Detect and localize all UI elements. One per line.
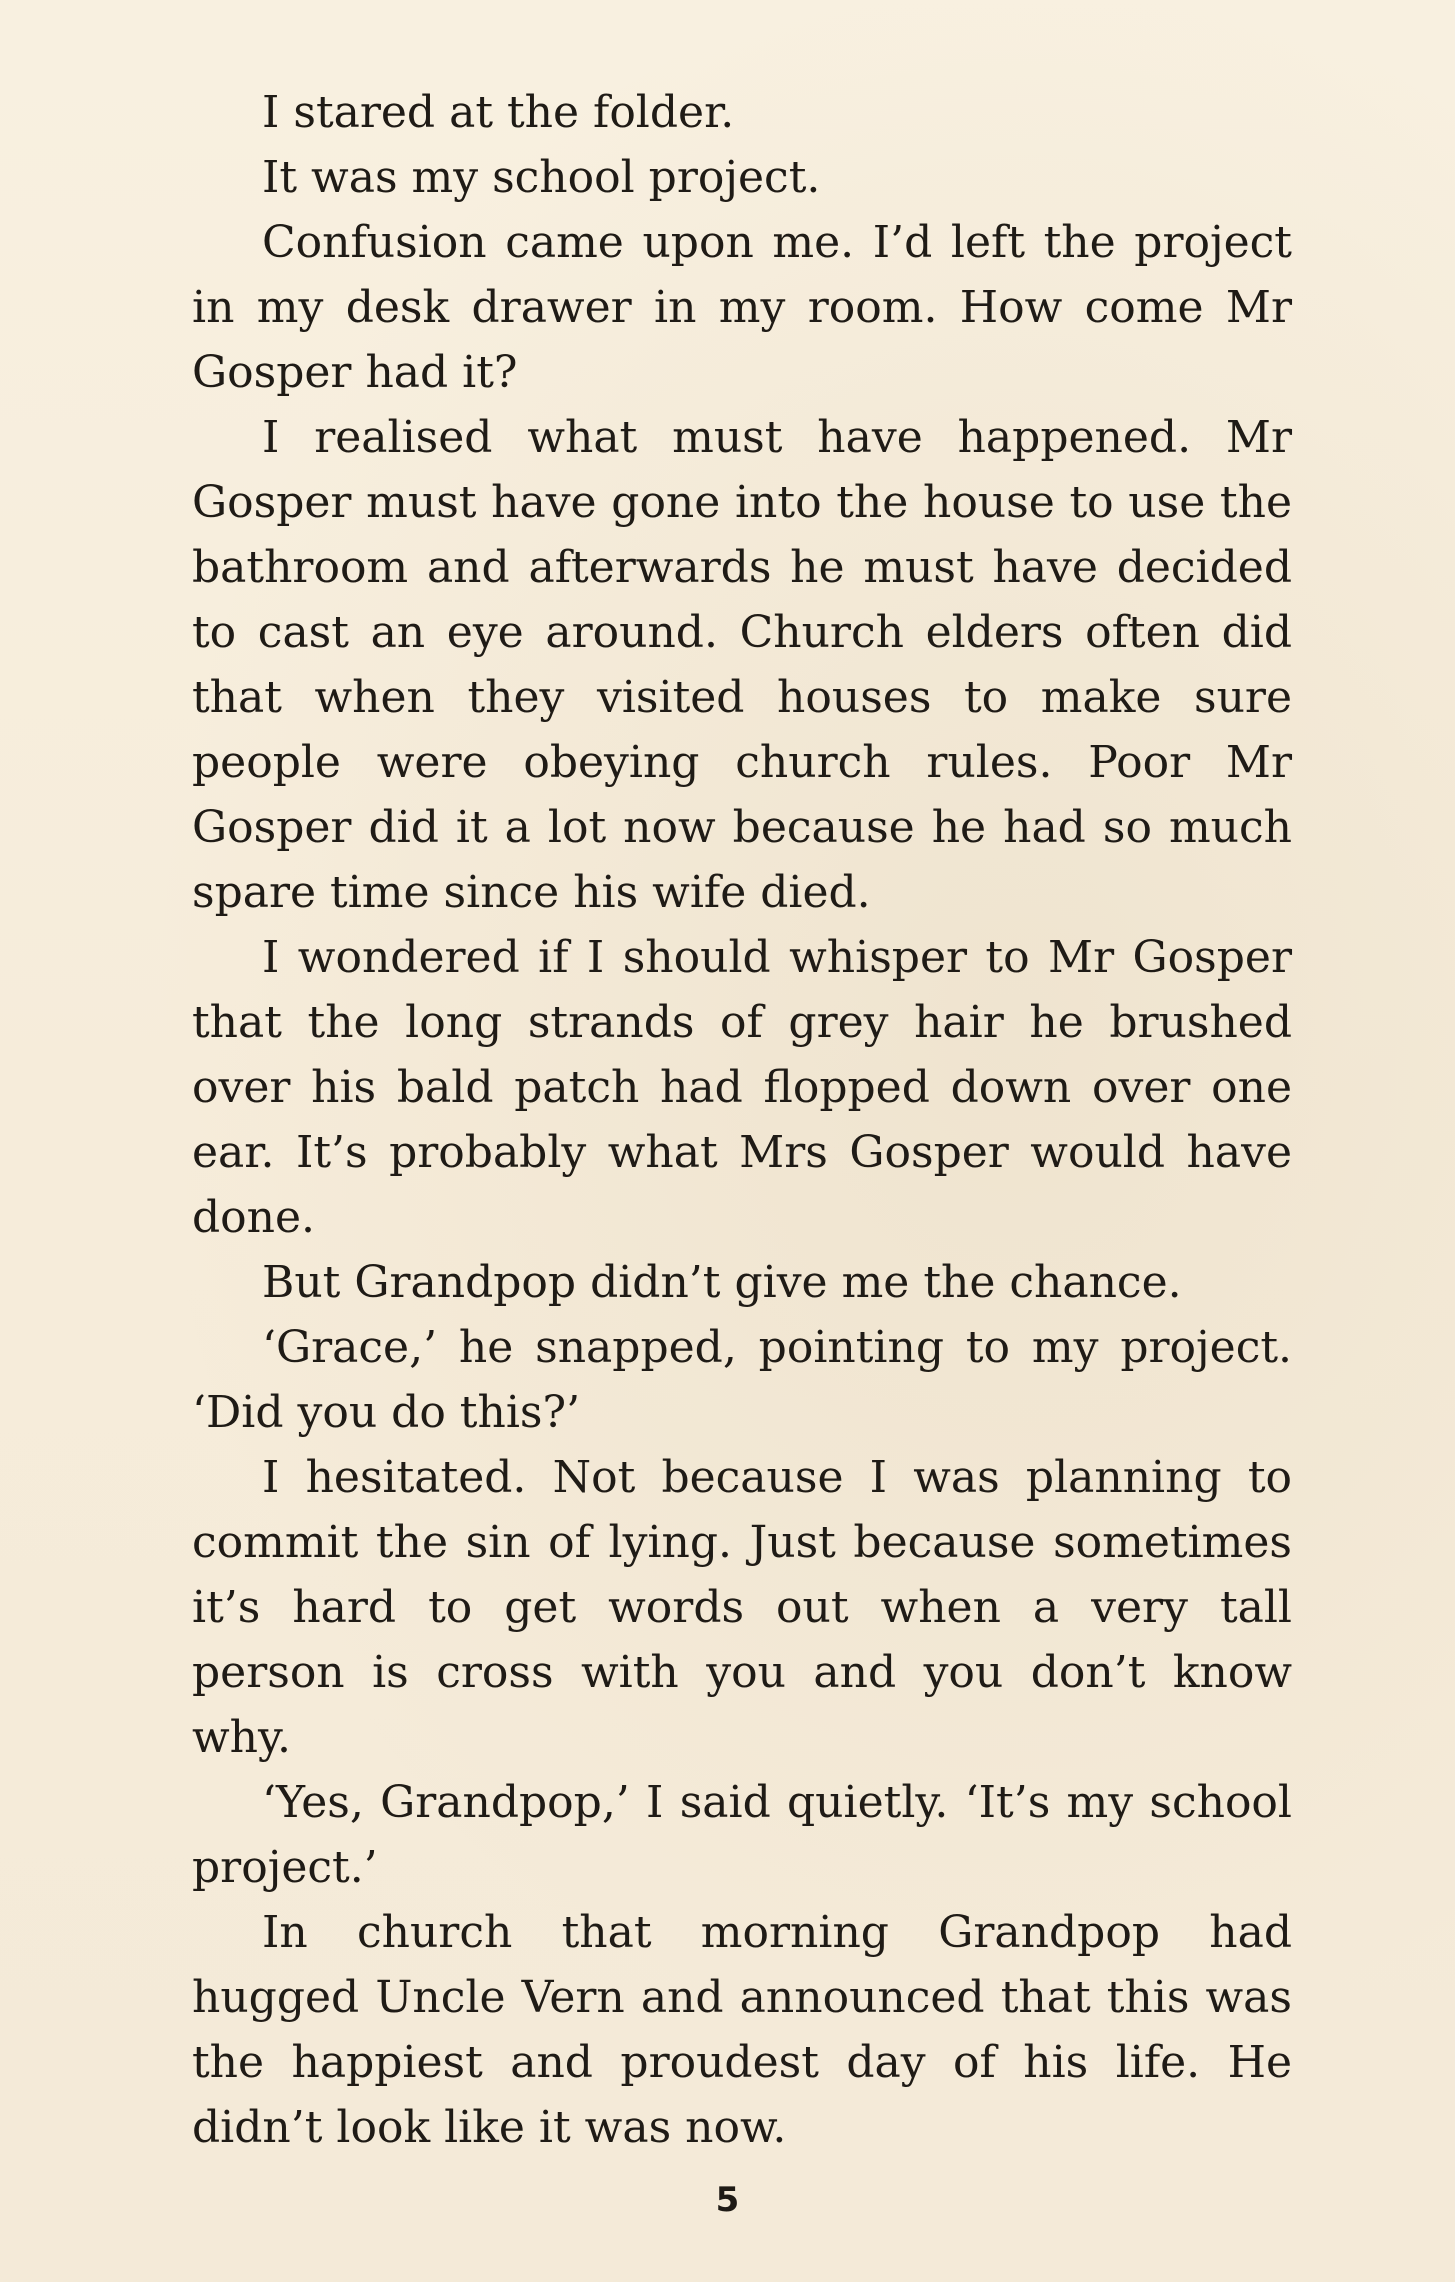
- paragraph: Confusion came upon me. I’d left the project in my desk drawer in my room. How come Mr Gosper had it?: [192, 217, 1292, 398]
- paragraph: It was my school project.: [262, 152, 821, 203]
- body-text: [192, 80, 1292, 2160]
- paragraph: ‘Yes, Grandpop,’ I said quietly. ‘It’s my school project.’: [192, 1777, 1292, 1893]
- page-number: 5: [715, 2180, 740, 2220]
- paragraph: ‘Grace,’ he snapped, pointing to my project. ‘Did you do this?’: [192, 1322, 1292, 1438]
- paragraph: I wondered if I should whisper to Mr Gosper that the long strands of grey hair he brushed over his bald patch had flopped down over one ear. It’s probably what Mrs Gosper would have done.: [192, 932, 1292, 1243]
- paragraph: I hesitated. Not because I was planning to commit the sin of lying. Just because sometimes it’s hard to get words out when a very tall person is cross with you and you don’t know why.: [192, 1452, 1292, 1763]
- paragraph: I stared at the folder.: [262, 87, 735, 138]
- paragraph: But Grandpop didn’t give me the chance.: [262, 1257, 1182, 1308]
- paragraph: I realised what must have happened. Mr Gosper must have gone into the house to use the bathroom and afterwards he must have decided to cast an eye around. Church elders often did that when they visited houses to make sure people were obeying church rules. Poor Mr Gosper did it a lot now because he had so much spare time since his wife died.: [192, 412, 1292, 918]
- paragraph: In church that morning Grandpop had hugged Uncle Vern and announced that this was the happiest and proudest day of his life. He didn’t look like it was now.: [192, 1907, 1292, 2153]
